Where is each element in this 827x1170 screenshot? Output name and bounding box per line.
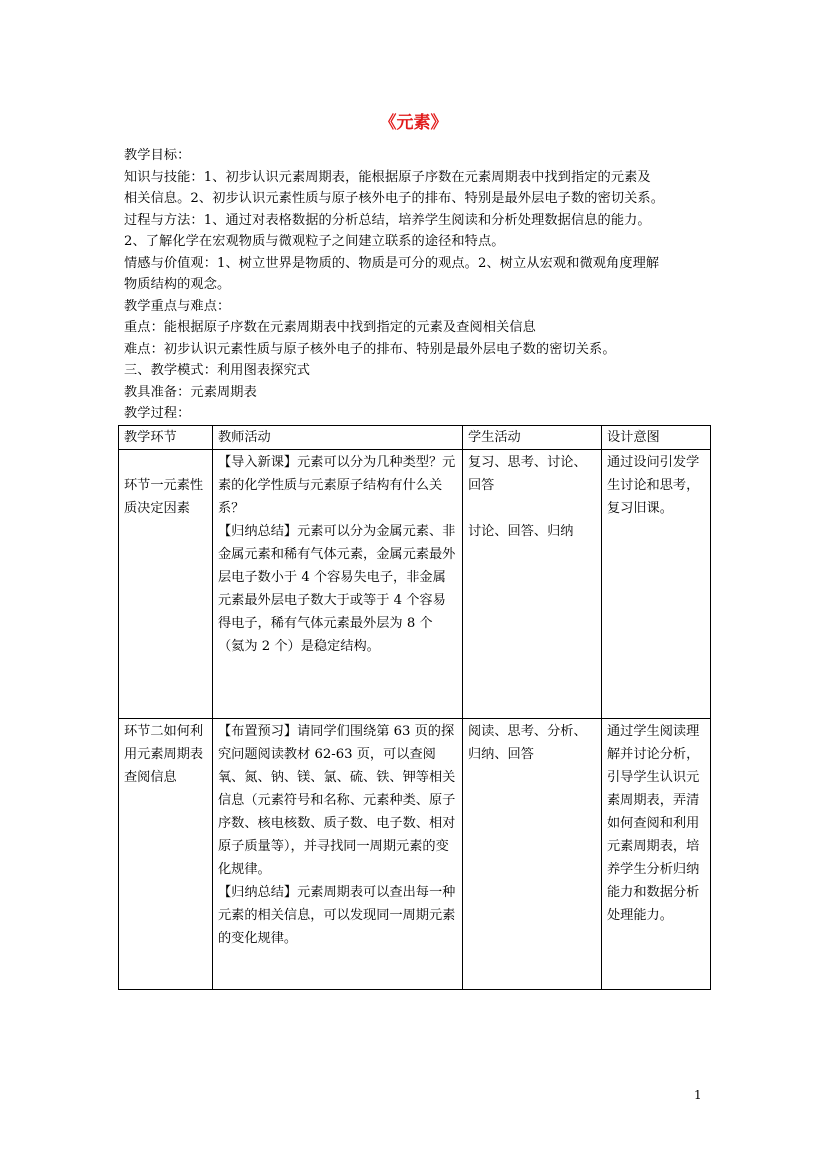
stage-label: 环节一元素性质决定因素	[124, 478, 204, 516]
table-row	[119, 450, 711, 719]
header-stage: 教学环节	[119, 426, 213, 450]
teacher-activity-intro: 【导入新课】元素可以分为几种类型？元素的化学性质与元素原子结构有什么关系？	[218, 455, 456, 516]
text-line: 情感与价值观：1、树立世界是物质的、物质是可分的观点。2、树立从宏观和微观角度理解	[124, 255, 660, 271]
document-title: 《元素》	[379, 113, 448, 133]
text-line: 物质结构的观念。	[124, 277, 231, 292]
table-header-row	[119, 426, 711, 450]
stage-cell	[119, 450, 213, 719]
student-activity: 复习、思考、讨论、回答	[468, 455, 587, 493]
text-line: 过程与方法：1、通过对表格数据的分析总结，培养学生阅读和分析处理数据信息的能力。	[124, 212, 651, 228]
intent-cell: 通过设问引发学生讨论和思考，复习旧课。	[602, 450, 711, 719]
lesson-plan-text	[124, 145, 709, 425]
header-intent: 设计意图	[602, 426, 711, 450]
student-cell: 阅读、思考、分析、归纳、回答	[463, 719, 602, 990]
teacher-cell	[213, 719, 463, 990]
intent-cell: 通过学生阅读理解并讨论分析，引导学生认识元素周期表，弄清如何查阅和利用元素周期表，培养学生分析归纳能力和数据分析处理能力。	[602, 719, 711, 990]
stage-cell: 环节二如何利用元素周期表查阅信息	[119, 719, 213, 990]
text-line: 教学过程：	[124, 406, 191, 421]
header-student: 学生活动	[463, 426, 602, 450]
table-row	[119, 719, 711, 990]
text-line: 教具准备：元素周期表	[124, 384, 257, 400]
teacher-cell	[213, 450, 463, 719]
teaching-process-table	[118, 425, 711, 990]
text-line: 重点：能根据原子序数在元素周期表中找到指定的元素及查阅相关信息	[124, 320, 536, 335]
teacher-activity-preview: 【布置预习】请同学们围绕第 63 页的探究问题阅读教材 62-63 页，可以查阅氧、氮、钠、镁、氯、硫、铁、钾等相关信息（元素符号和名称、元素种类、原子序数、核电核数、质子数、电子数、相对原子质量等），并寻找同一周期元素的变化规律。	[218, 724, 456, 877]
text-line: 2、了解化学在宏观物质与微观粒子之间建立联系的途径和特点。	[124, 234, 505, 249]
text-line: 知识与技能：1、初步认识元素周期表，能根据原子序数在元素周期表中找到指定的元素及	[124, 169, 651, 185]
teacher-activity-summary: 【归纳总结】元素可以分为金属元素、非金属元素和稀有气体元素，金属元素最外层电子数小于 4 个容易失电子，非金属元素最外层电子数大于或等于 4 个容易得电子，稀有气体元素最外层为 8 个（氦为 2 个）是稳定结构。	[218, 524, 456, 654]
text-line: 难点：初步认识元素性质与原子核外电子的排布、特别是最外层电子数的密切关系。	[124, 341, 616, 357]
text-line: 教学目标：	[124, 148, 191, 163]
page-number: 1	[694, 1088, 702, 1102]
text-line: 三、教学模式：利用图表探究式	[124, 363, 311, 378]
student-cell	[463, 450, 602, 719]
teacher-activity-summary: 【归纳总结】元素周期表可以查出每一种元素的相关信息，可以发现同一周期元素的变化规律。	[218, 885, 456, 946]
header-teacher: 教师活动	[213, 426, 463, 450]
student-activity: 讨论、回答、归纳	[468, 524, 574, 539]
text-line: 相关信息。2、初步认识元素性质与原子核外电子的排布、特别是最外层电子数的密切关系。	[124, 191, 664, 206]
text-line: 教学重点与难点：	[124, 298, 231, 314]
